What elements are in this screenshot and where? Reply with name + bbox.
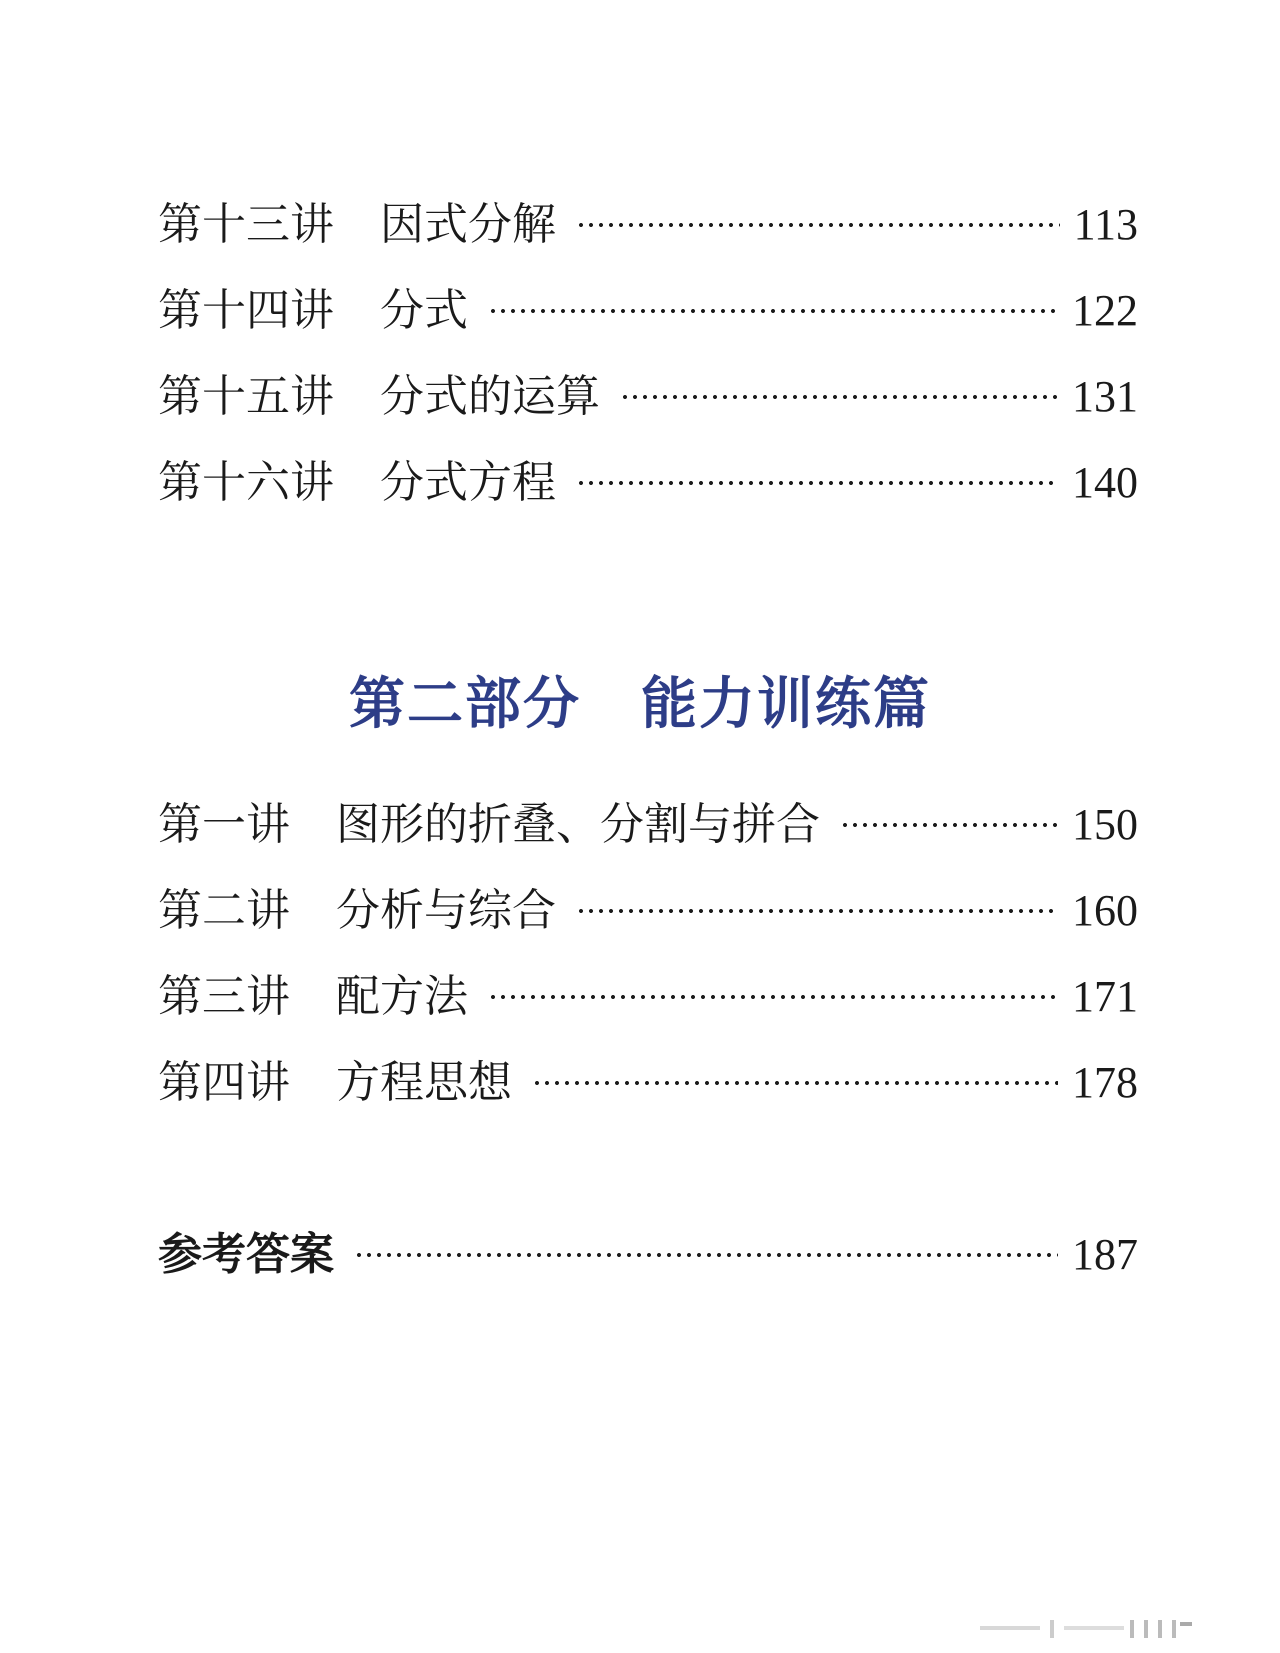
toc-entry-lecture-13[interactable] <box>158 195 1138 255</box>
part-label: 第二部分 <box>349 671 581 737</box>
page-number: 131 <box>1072 372 1138 421</box>
dot-leader <box>620 394 1058 400</box>
toc-entry-lecture-3[interactable] <box>158 967 1138 1027</box>
dot-leader <box>576 908 1058 914</box>
dot-leader <box>354 1252 1058 1258</box>
lecture-number: 第十六讲 <box>158 457 334 508</box>
toc-entry-lecture-16[interactable] <box>158 453 1138 513</box>
page-number: 187 <box>1072 1230 1138 1279</box>
scan-artifact-marks <box>980 1618 1250 1640</box>
page-number: 160 <box>1072 886 1138 935</box>
lecture-number: 第十四讲 <box>158 285 334 336</box>
lecture-topic: 分式的运算 <box>380 371 600 422</box>
dot-leader <box>840 822 1058 828</box>
lecture-topic: 分式 <box>380 285 468 336</box>
toc-entry-answers[interactable] <box>158 1225 1138 1285</box>
lecture-topic: 图形的折叠、分割与拼合 <box>336 799 820 850</box>
toc-entry-lecture-14[interactable] <box>158 281 1138 341</box>
toc-entry-lecture-15[interactable] <box>158 367 1138 427</box>
part-two-heading <box>0 660 1280 740</box>
lecture-number: 第十三讲 <box>158 199 334 250</box>
lecture-topic: 分析与综合 <box>336 885 556 936</box>
dot-leader <box>532 1080 1058 1086</box>
lecture-number: 第一讲 <box>158 799 290 850</box>
dot-leader <box>488 994 1058 1000</box>
page-number: 150 <box>1072 800 1138 849</box>
lecture-number: 第十五讲 <box>158 371 334 422</box>
lecture-topic: 方程思想 <box>336 1057 512 1108</box>
lecture-topic: 分式方程 <box>380 457 556 508</box>
lecture-number: 第四讲 <box>158 1057 290 1108</box>
toc-entry-lecture-1[interactable] <box>158 795 1138 855</box>
page-number: 171 <box>1072 972 1138 1021</box>
lecture-number: 第三讲 <box>158 971 290 1022</box>
dot-leader <box>576 480 1058 486</box>
page-number: 140 <box>1072 458 1138 507</box>
toc-entry-lecture-4[interactable] <box>158 1053 1138 1113</box>
lecture-topic: 配方法 <box>336 971 468 1022</box>
toc-entry-lecture-2[interactable] <box>158 881 1138 941</box>
page-number: 113 <box>1073 200 1138 249</box>
lecture-number: 第二讲 <box>158 885 290 936</box>
part-title: 能力训练篇 <box>641 671 931 737</box>
dot-leader <box>576 222 1060 228</box>
page-number: 122 <box>1072 286 1138 335</box>
answers-label: 参考答案 <box>158 1229 334 1280</box>
lecture-topic: 因式分解 <box>380 199 556 250</box>
dot-leader <box>488 308 1058 314</box>
page-number: 178 <box>1072 1058 1138 1107</box>
